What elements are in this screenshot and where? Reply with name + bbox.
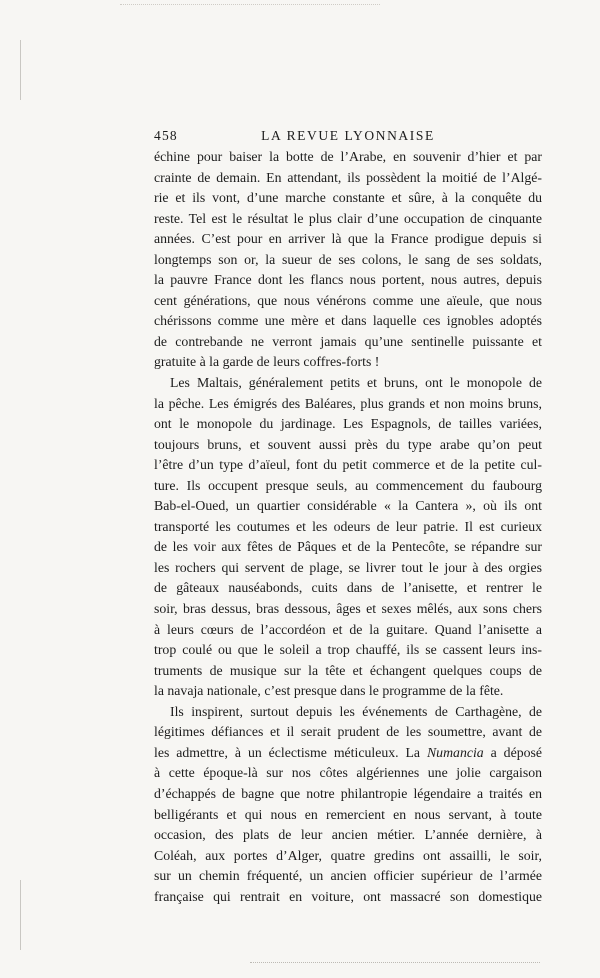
text-line: cent générations, que nous vénérons comme une aïeule, que nous bbox=[154, 292, 542, 308]
text-segment: les admettre, à un éclectisme méticuleux. La bbox=[154, 744, 427, 760]
text-line: Les Maltais, généralement petits et bruns, ont le monopole de bbox=[170, 375, 542, 391]
text-line: à leurs cœurs de l’accordéon et de la guitare. Quand l’anisette a bbox=[154, 621, 542, 637]
running-title: LA REVUE LYONNAISE bbox=[261, 128, 435, 143]
text-line: longtemps son or, la sueur de ses colons, le sang de ses soldats, bbox=[154, 251, 542, 267]
text-line: la navaja nationale, c’est presque dans le programme de la fête. bbox=[154, 683, 504, 699]
text-line: la pêche. Les émigrés des Baléares, plus grands et non moins bruns, bbox=[154, 395, 542, 411]
scan-edge-mark bbox=[20, 40, 21, 100]
text-line: l’être d’un type d’aïeul, font du petit commerce et de la petite cul- bbox=[154, 457, 542, 473]
text-line: Coléah, aux portes d’Alger, quatre gredins ont assailli, le soir, bbox=[154, 847, 542, 863]
text-line: française qui rentrait en voiture, ont massacré son domestique bbox=[154, 888, 542, 904]
body-text bbox=[154, 147, 542, 907]
text-line: crainte de demain. En attendant, ils possèdent la moitié de l’Algé- bbox=[154, 169, 542, 185]
page-header bbox=[154, 128, 542, 148]
text-line: reste. Tel est le résultat le plus clair d’une occupation de cinquante bbox=[154, 210, 542, 226]
text-line: de gâteaux nauséabonds, cuits dans de l’anisette, et rentrer le bbox=[154, 580, 542, 596]
text-segment: a déposé bbox=[483, 744, 542, 760]
text-line: d’échappés de bagne que notre philantropie légendaire a traités en bbox=[154, 785, 542, 801]
text-line: Bab-el-Oued, un quartier considérable « la Cantera », où ils ont bbox=[154, 498, 542, 514]
text-line: chérissons comme une mère et dans laquelle ces ignobles adoptés bbox=[154, 313, 542, 329]
text-line: rie et ils vont, d’une marche constante et sûre, à la conquête du bbox=[154, 190, 542, 206]
text-line: transporté les coutumes et les odeurs de leur patrie. Il est curieux bbox=[154, 518, 542, 534]
scan-artifact-bottom bbox=[250, 962, 540, 966]
text-line-with-italic bbox=[154, 743, 542, 764]
text-line: Ils inspirent, surtout depuis les événements de Carthagène, de bbox=[170, 703, 542, 719]
text-line: truments de musique sur la tête et échangent quelques coups de bbox=[154, 662, 542, 678]
italic-ship-name: Numancia bbox=[426, 744, 484, 760]
text-line: trop coulé ou que le soleil a trop chauffé, ils se cassent leurs ins- bbox=[154, 642, 542, 658]
text-line: sur un chemin fréquenté, un ancien officier supérieur de l’armée bbox=[154, 868, 542, 884]
text-line: échine pour baiser la botte de l’Arabe, en souvenir d’hier et par bbox=[154, 149, 542, 164]
scan-artifact-top bbox=[120, 4, 380, 7]
text-line: à cette époque-là sur nos côtes algériennes une jolie cargaison bbox=[154, 765, 542, 781]
text-line: belligérants et qui nous en remercient en nous servant, à toute bbox=[154, 806, 542, 822]
page-number: 458 bbox=[154, 128, 178, 143]
scan-edge-mark bbox=[20, 880, 21, 950]
text-line: de contrebande ne verront jamais qu’une sentinelle puissante et bbox=[154, 333, 542, 349]
text-line: ont le monopole du jardinage. Les Espagnols, de tailles variées, bbox=[154, 416, 542, 432]
text-line: occasion, des plats de leur ancien métier. L’année dernière, à bbox=[154, 827, 542, 843]
text-line: soir, bras dessus, bras dessous, âges et sexes mêlés, aux sons chers bbox=[154, 601, 542, 617]
text-line: toujours bruns, et souvent aussi près du type arabe qu’on peut bbox=[154, 436, 542, 452]
text-line: de les voir aux fêtes de Pâques et de la Pentecôte, se répandre sur bbox=[154, 539, 542, 555]
text-line: années. C’est pour en arriver là que la France prodigue depuis si bbox=[154, 231, 542, 247]
text-line: les rochers qui servent de plage, se livrer tout le jour à des orgies bbox=[154, 559, 542, 575]
text-line: la pauvre France dont les flancs nous portent, nous autres, depuis bbox=[154, 272, 542, 288]
text-line: gratuite à la garde de leurs coffres-forts ! bbox=[154, 354, 380, 370]
text-line: légitimes défiances et il serait prudent de les soumettre, avant de bbox=[154, 724, 542, 740]
text-line: ture. Ils occupent presque seuls, au commencement du faubourg bbox=[154, 477, 542, 493]
